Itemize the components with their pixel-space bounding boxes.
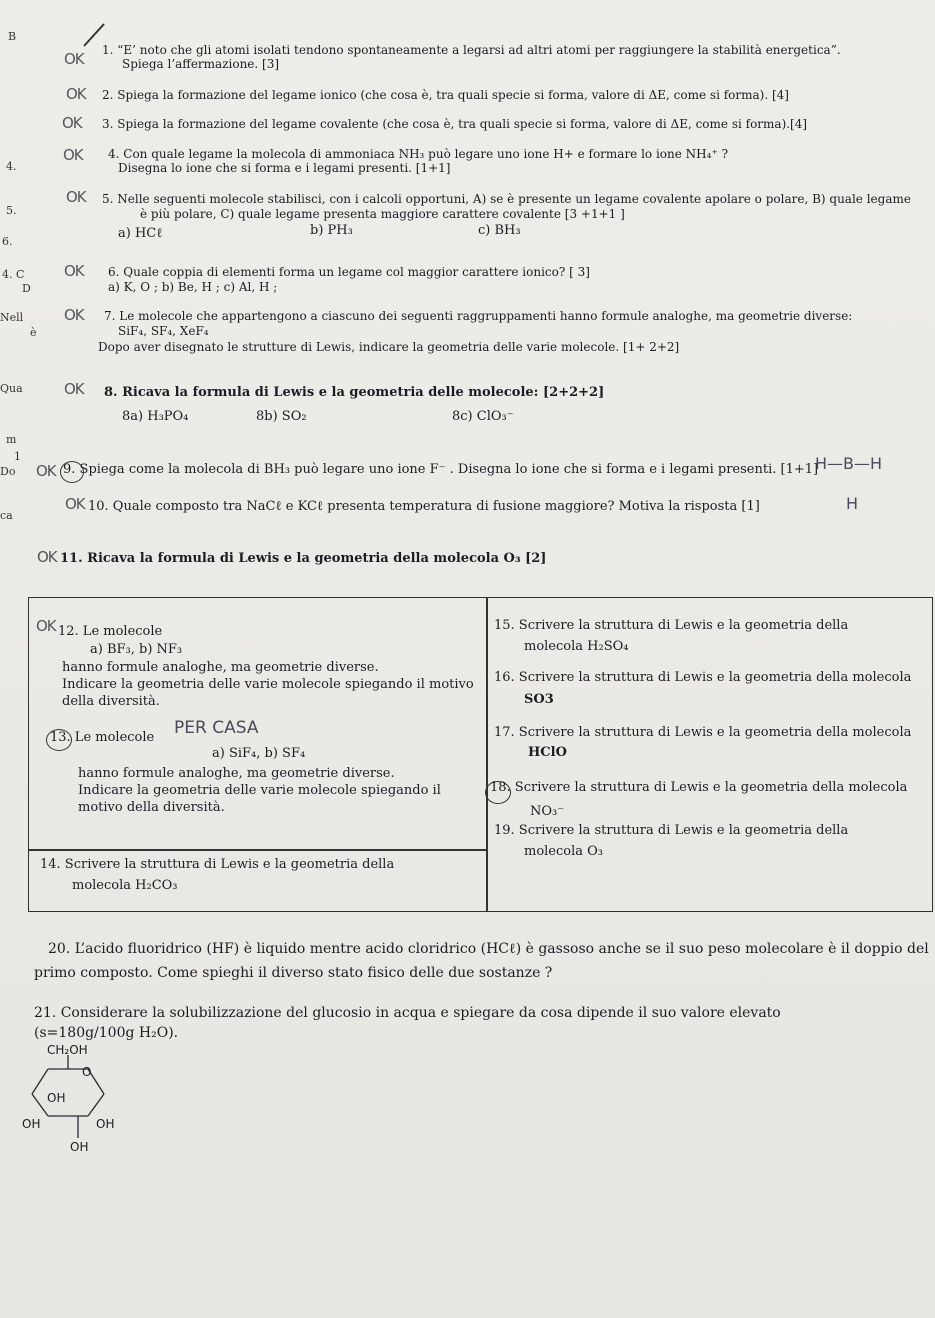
- glucose-label: OH: [96, 1117, 115, 1131]
- question-17-line: HClO: [528, 745, 567, 760]
- margin-text: 4.: [6, 160, 17, 173]
- glucose-label: OH: [70, 1140, 89, 1154]
- question-10: 10. Quale composto tra NaCℓ e KCℓ presenta temperatura di fusione maggiore? Motiva la risposta [1]: [88, 499, 760, 514]
- question-17-line: 17. Scrivere la struttura di Lewis e la geometria della molecola: [494, 725, 912, 740]
- question-2: 2. Spiega la formazione del legame ionico (che cosa è, tra quali specie si forma, valore di ΔE, come si forma). [4]: [102, 88, 789, 102]
- question-12-molecules: a) BF₃, b) NF₃: [90, 642, 183, 657]
- box-divider: [486, 597, 488, 912]
- question-7-molecules: SiF₄, SF₄, XeF₄: [118, 324, 209, 338]
- ok-mark: OK: [66, 188, 86, 206]
- question-21-line: (s=180g/100g H₂O).: [34, 1025, 179, 1041]
- margin-text: 1: [14, 450, 21, 463]
- question-13-line: hanno formule analoghe, ma geometrie diverse.: [78, 766, 395, 781]
- question-8b: 8b) SO₂: [256, 409, 307, 424]
- question-12-title: 12. Le molecole: [58, 624, 163, 639]
- glucose-label: OH: [47, 1091, 66, 1105]
- question-16-line: 16. Scrivere la struttura di Lewis e la geometria della molecola: [494, 670, 912, 685]
- question-8: 8. Ricava la formula di Lewis e la geometria delle molecole: [2+2+2]: [104, 385, 605, 400]
- margin-text: Do: [0, 465, 16, 478]
- handwritten-note: PER CASA: [174, 718, 259, 738]
- question-19-line: molecola O₃: [524, 844, 604, 859]
- ok-mark: OK: [65, 495, 85, 513]
- question-4: 4. Con quale legame la molecola di ammoniaca NH₃ può legare uno ione H+ e formare lo ione NH₄⁺ ?: [108, 147, 729, 161]
- question-5-option-a: a) HCℓ: [118, 226, 163, 241]
- ok-mark: OK: [66, 85, 86, 103]
- question-14-line: 14. Scrivere la struttura di Lewis e la geometria della: [40, 857, 395, 872]
- ok-mark: OK: [37, 548, 57, 566]
- ok-mark: OK: [63, 146, 83, 164]
- question-12-line: Indicare la geometria delle varie molecole spiegando il motivo: [62, 677, 474, 692]
- question-18-line: NO₃⁻: [530, 804, 565, 819]
- margin-text: 5.: [6, 204, 17, 217]
- question-8a: 8a) H₃PO₄: [122, 409, 189, 424]
- question-6-options: a) K, O ; b) Be, H ; c) Al, H ;: [108, 280, 278, 294]
- ok-mark: OK: [64, 306, 84, 324]
- question-12-line: hanno formule analoghe, ma geometrie diverse.: [62, 660, 379, 675]
- question-7-sub: Dopo aver disegnato le strutture di Lewis, indicare la geometria delle varie molecole. [1+ 2+2]: [98, 340, 680, 354]
- ok-mark: OK: [36, 462, 56, 480]
- question-14-line: molecola H₂CO₃: [72, 878, 178, 893]
- question-5-option-c: c) BH₃: [478, 223, 521, 238]
- question-19-line: 19. Scrivere la struttura di Lewis e la geometria della: [494, 823, 849, 838]
- glucose-label: CH₂OH: [47, 1043, 88, 1057]
- glucose-label: OH: [22, 1117, 41, 1131]
- question-15-line: 15. Scrivere la struttura di Lewis e la geometria della: [494, 618, 849, 633]
- question-13-line: motivo della diversità.: [78, 800, 225, 815]
- glucose-label: O: [82, 1065, 92, 1079]
- margin-text: è: [30, 326, 37, 339]
- question-7: 7. Le molecole che appartengono a ciascuno dei seguenti raggruppamenti hanno formule analoghe, ma geometrie diverse:: [104, 309, 853, 323]
- margin-text: Qua: [0, 382, 23, 395]
- question-12-line: della diversità.: [62, 694, 160, 709]
- question-16-line: SO3: [524, 692, 554, 707]
- handwritten-sketch: H—B—H: [815, 454, 883, 473]
- question-5-sub: è più polare, C) quale legame presenta maggiore carattere covalente [3 +1+1 ]: [140, 207, 625, 221]
- question-13-title: 13. Le molecole: [50, 730, 155, 745]
- margin-text: Nell: [0, 311, 24, 324]
- margin-text: m: [6, 433, 17, 446]
- question-8c: 8c) ClO₃⁻: [452, 409, 514, 424]
- question-20-line: primo composto. Come spieghi il diverso stato fisico delle due sostanze ?: [34, 965, 553, 981]
- question-1-sub: Spiega l’affermazione. [3]: [122, 57, 280, 71]
- question-4-sub: Disegna lo ione che si forma e i legami presenti. [1+1]: [118, 161, 451, 175]
- question-21-line: 21. Considerare la solubilizzazione del glucosio in acqua e spiegare da cosa dipende il suo valore elevato: [34, 1005, 781, 1021]
- ok-mark: OK: [64, 50, 84, 68]
- ok-mark: OK: [64, 262, 84, 280]
- ok-mark: OK: [64, 380, 84, 398]
- handwritten-sketch: H: [846, 494, 859, 513]
- question-13-molecules: a) SiF₄, b) SF₄: [212, 746, 306, 761]
- question-11: 11. Ricava la formula di Lewis e la geometria della molecola O₃ [2]: [60, 551, 547, 566]
- question-5-option-b: b) PH₃: [310, 223, 353, 238]
- question-1: 1. “E’ noto che gli atomi isolati tendono spontaneamente a legarsi ad altri atomi per raggiungere la stabilità energetica”.: [102, 43, 841, 57]
- question-3: 3. Spiega la formazione del legame covalente (che cosa è, tra quali specie si forma, valore di ΔE, come si forma).[4]: [102, 117, 808, 131]
- question-6: 6. Quale coppia di elementi forma un legame col maggior carattere ionico? [ 3]: [108, 265, 590, 279]
- question-9: 9. Spiega come la molecola di BH₃ può legare uno ione F⁻ . Disegna lo ione che si forma e i legami presenti. [1+1]: [63, 462, 819, 477]
- margin-text: 4. C: [2, 268, 25, 281]
- margin-text: B: [8, 30, 17, 43]
- question-13-line: Indicare la geometria delle varie molecole spiegando il: [78, 783, 441, 798]
- box-divider: [28, 849, 487, 851]
- question-15-line: molecola H₂SO₄: [524, 639, 629, 654]
- margin-text: ca: [0, 509, 13, 522]
- question-20-line: 20. L’acido fluoridrico (HF) è liquido mentre acido cloridrico (HCℓ) è gassoso anche se il suo peso molecolare è il doppio del: [48, 941, 929, 957]
- ok-mark: OK: [36, 617, 56, 635]
- question-5: 5. Nelle seguenti molecole stabilisci, con i calcoli opportuni, A) se è presente un legame covalente apolare o polare, B) quale legame: [102, 192, 911, 206]
- margin-text: D: [22, 282, 31, 295]
- ok-mark: OK: [62, 114, 82, 132]
- question-18-line: 18. Scrivere la struttura di Lewis e la geometria della molecola: [490, 780, 908, 795]
- margin-text: 6.: [2, 235, 13, 248]
